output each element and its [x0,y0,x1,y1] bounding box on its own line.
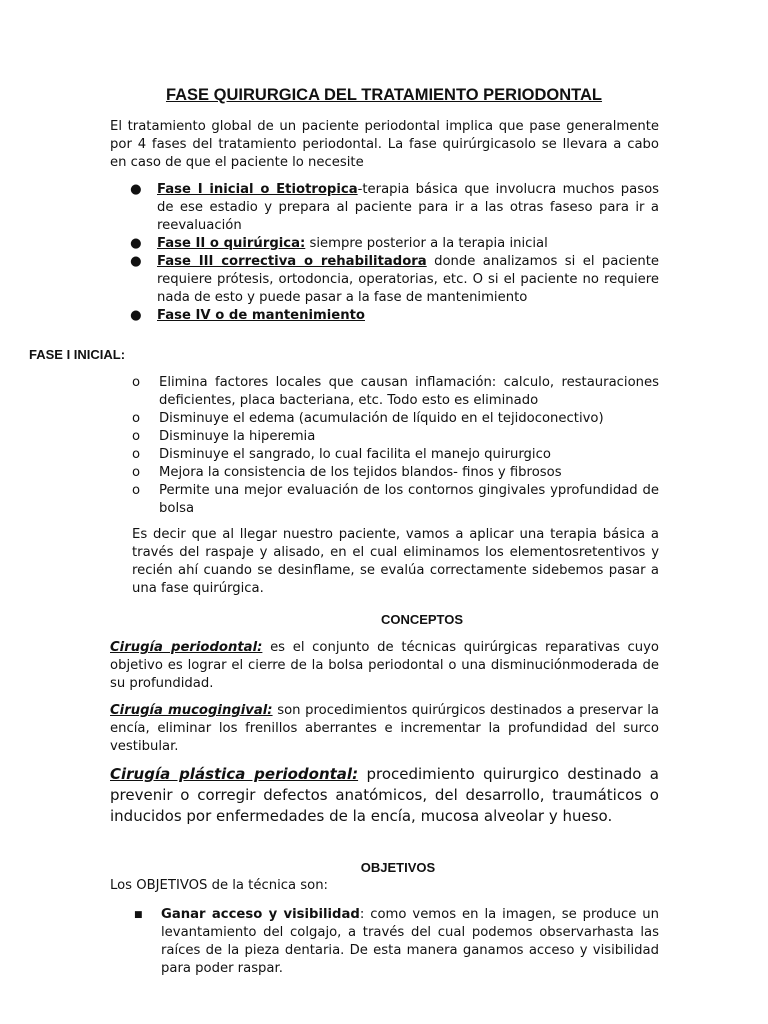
objetivos-intro: Los OBJETIVOS de la técnica son: [110,878,329,893]
list-item: ● Fase I inicial o Etiotropica-terapia básica que involucra muchos pasos de ese estadio y prepara al paciente para ir a las otras faseso para ir a reevaluación [130,182,660,233]
circle-bullet-icon: o [132,429,141,444]
fase1-summary: Es decir que al llegar nuestro paciente, vamos a aplicar una terapia básica a través del raspaje y alisado, en el cual eliminamos los elementosretentivos y recién ahí cuando se desinflame, se evalúa correctamente sidebemos pasar a una fase quirúrgica. [132,527,659,596]
concept-periodontal: Cirugía periodontal: es el conjunto de técnicas quirúrgicas reparativas cuyo objetivo es lograr el cierre de la bolsa periodontal o una disminuciónmoderada de su profundidad. [110,640,659,691]
circle-bullet-icon: o [132,447,141,462]
concept-mucogingival: Cirugía mucogingival: son procedimientos quirúrgicos destinados a preservar la encía, eliminar los frenillos aberrantes e incrementar la profundidad del surco vestibular. [110,703,659,754]
circle-bullet-icon: o [132,411,141,426]
bullet-icon: ● [130,182,142,197]
list-item: ● Fase III correctiva o rehabilitadora donde analizamos si el paciente requiere prótesis, ortodoncia, operatorias, etc. O si el paciente no requiere nada de esto y puede pasar a la fase de mantenimiento [130,254,659,305]
square-bullet-icon: ■ [134,910,143,920]
circle-bullet-icon: o [132,465,141,480]
list-item: o Disminuye la hiperemia [132,429,316,444]
list-item: o Elimina factores locales que causan inflamación: calculo, restauraciones deficientes, placa bacteriana, etc. Todo esto es eliminado [132,375,659,408]
concept-plastica: Cirugía plástica periodontal: procedimiento quirurgico destinado a prevenir o corregir defectos anatómicos, del desarrollo, traumáticos o inducidos por enfermedades de la encía, mucosa alveolar y hueso. [110,765,659,825]
objetivos-heading: OBJETIVOS [360,860,436,875]
bullet-icon: ● [130,308,142,323]
page-title: FASE QUIRURGICA DEL TRATAMIENTO PERIODONTAL [165,86,603,104]
circle-bullet-icon: o [132,375,141,390]
fase1-list [132,374,659,518]
phases-list [130,181,659,325]
list-item: ● Fase IV o de mantenimiento [130,308,365,323]
list-item: ● Fase II o quirúrgica: siempre posterior a la terapia inicial [130,236,548,251]
bullet-icon: ● [130,236,142,251]
list-item: o Disminuye el sangrado, lo cual facilita el manejo quirurgico [132,447,551,462]
fase1-heading: FASE I INICIAL: [29,347,126,362]
list-item: o Mejora la consistencia de los tejidos blandos- finos y fibrosos [132,465,562,480]
bullet-icon: ● [130,254,142,269]
list-item: o Disminuye el edema (acumulación de líquido en el tejidoconectivo) [132,411,604,426]
objetivos-list [134,906,659,978]
list-item: o Permite una mejor evaluación de los contornos gingivales yprofundidad de bolsa [132,483,659,516]
circle-bullet-icon: o [132,483,141,498]
intro-paragraph: El tratamiento global de un paciente periodontal implica que pase generalmente por 4 fases del tratamiento periodontal. La fase quirúrgicasolo se llevara a cabo en caso de que el paciente lo necesite [110,119,659,170]
conceptos-heading: CONCEPTOS [380,612,464,627]
list-item: ■ Ganar acceso y visibilidad: como vemos en la imagen, se produce un levantamiento del colgajo, a través del cual podemos observarhasta las raíces de la pieza dentaria. De esta manera ganamos acceso y visibilidad para poder raspar. [134,907,659,976]
